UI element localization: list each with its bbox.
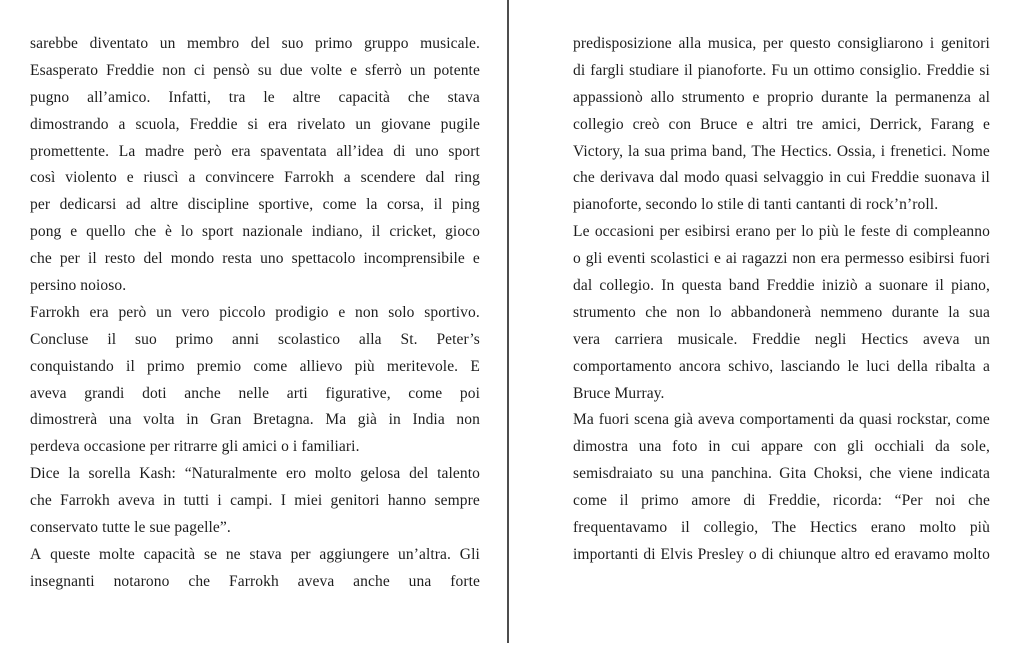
text-line: dimostrerà una volta in Gran Bretagna. Ma già in India non [30,411,480,429]
text-line: Dice la sorella Kash: “Naturalmente ero molto gelosa del talento [30,465,480,483]
text-line: Farrokh era però un vero piccolo prodigio e non solo sportivo. [30,303,480,321]
text-line: appassionò allo strumento e proprio durante la permanenza al [573,88,990,106]
text-line: o gli eventi scolastici e ai ragazzi non era permesso esibirsi fuori [573,250,990,268]
text-line: perdeva occasione per ritrarre gli amici o i familiari. [30,438,360,456]
text-line: Concluse il suo primo anni scolastico alla St. Peter’s [30,330,480,348]
text-line: dal collegio. In questa band Freddie iniziò a suonare il piano, [573,277,990,295]
text-line: come il primo amore di Freddie, ricorda: “Per noi che [573,492,990,510]
text-line: di fargli studiare il pianoforte. Fu un ottimo consiglio. Freddie si [573,61,990,79]
text-line: importanti di Elvis Presley o di chiunque altro ed eravamo molto [573,545,990,563]
right-page-text [573,31,990,569]
text-line: per dedicarsi ad altre discipline sportive, come la corsa, il ping [30,196,480,214]
text-line: conservato tutte le sue pagelle”. [30,519,231,537]
text-line: persino noioso. [30,277,127,295]
text-line: Ma fuori scena già aveva comportamenti da quasi rockstar, come [573,411,990,429]
left-page [30,0,480,596]
text-line: A queste molte capacità se ne stava per aggiungere un’altra. Gli [30,545,480,563]
text-line: collegio creò con Bruce e altri tre amici, Derrick, Farang e [573,115,990,133]
text-line: frequentavamo il collegio, The Hectics erano molto più [573,519,990,537]
text-line: pugno all’amico. Infatti, tra le altre capacità che stava [30,88,480,106]
text-line: strumento che non lo abbandonerà nemmeno durante la sua [573,303,990,321]
text-line: pong e quello che è lo sport nazionale indiano, il cricket, gioco [30,223,480,241]
text-line: così violento e riuscì a convincere Farrokh a scendere dal ring [30,169,480,187]
text-line: pianoforte, secondo lo stile di tanti cantanti di rock’n’roll. [573,196,939,214]
text-line: Victory, la sua prima band, The Hectics. Ossia, i frenetici. Nome [573,142,990,160]
text-line: Esasperato Freddie non ci pensò su due volte e sferrò un potente [30,61,480,79]
text-line: aveva grandi doti anche nelle arti figurative, come poi [30,384,480,402]
text-line: vera carriera musicale. Freddie negli Hectics aveva un [573,330,990,348]
text-line: semisdraiato su una panchina. Gita Choksi, che viene indicata [573,465,990,483]
page-divider [507,0,509,643]
text-line: comportamento ancora schivo, lasciando le luci della ribalta a [573,357,990,375]
text-line: dimostra una foto in cui appare con gli occhiali da sole, [573,438,990,456]
text-line: Le occasioni per esibirsi erano per lo più le feste di compleanno [573,223,990,241]
text-line: che Farrokh aveva in tutti i campi. I miei genitori hanno sempre [30,492,480,510]
text-line: sarebbe diventato un membro del suo primo gruppo musicale. [30,35,480,52]
text-line: predisposizione alla musica, per questo consigliarono i genitori [573,35,990,52]
text-line: conquistando il primo premio come allievo più meritevole. E [30,357,480,375]
right-page [573,0,990,569]
text-line: che derivava dal modo quasi selvaggio in cui Freddie suonava il [573,169,990,187]
text-line: dimostrando a scuola, Freddie si era rivelato un giovane pugile [30,115,480,133]
text-line: promettente. La madre però era spaventata all’idea di uno sport [30,142,480,160]
text-line: che per il resto del mondo resta uno spettacolo incomprensibile e [30,250,480,268]
left-page-text [30,31,480,596]
text-line: Bruce Murray. [573,384,665,402]
text-line: insegnanti notarono che Farrokh aveva anche una forte [30,572,480,590]
